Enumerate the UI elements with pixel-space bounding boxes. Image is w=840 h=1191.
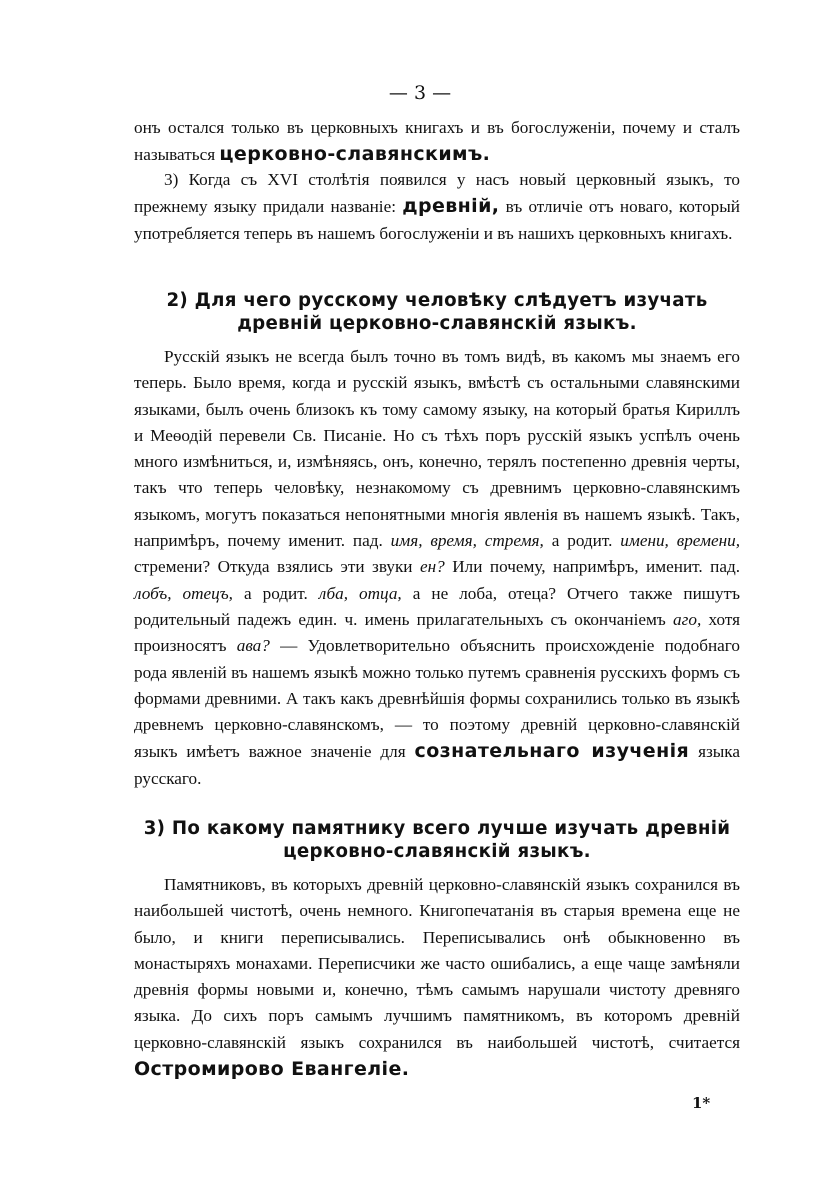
- s2-italic-4: лобъ, отецъ,: [134, 583, 233, 603]
- s2-italic-6: аго,: [673, 609, 702, 629]
- term-ancient: древній,: [402, 195, 500, 218]
- term-conscious-study: сознательнаго изученія: [414, 740, 690, 763]
- s2-text-5: а родит.: [243, 583, 308, 603]
- opening-text: онъ остался только въ церковныхъ книгахъ и въ богослуженіи, почему и сталъ называться: [134, 118, 740, 165]
- s2-text-3: стремени? Откуда взялись эти звуки: [134, 557, 413, 577]
- opening-paragraph: [134, 115, 740, 169]
- s2-italic-7: ава?: [236, 636, 270, 656]
- section-3-heading-line2: церковно-славянскій языкъ.: [283, 840, 591, 862]
- section-3-heading: [134, 818, 740, 863]
- p3-text-after: въ отличіе отъ новаго, который употребляется теперь въ нашемъ богослуженіи и въ нашихъ церковныхъ книгахъ.: [134, 197, 741, 243]
- term-church-slavonic: церковно-славянскимъ.: [219, 143, 491, 166]
- printer-signature: 1*: [692, 1094, 711, 1112]
- section-3-heading-line1: 3) По какому памятнику всего лучше изучать древній: [143, 818, 731, 839]
- page-number: — 3 —: [388, 82, 452, 104]
- term-ostromir-gospel: Остромирово Евангеліе.: [134, 1058, 410, 1081]
- section-3-paragraph: [134, 872, 740, 1083]
- s2-text-6: а не лоба, отеца? Отчего также пишутъ родительный падежъ един. ч. имень прилагательныхъ съ окончаніемъ: [134, 583, 741, 629]
- s2-text-8: — Удовлетворительно объяснить происхожденіе подобнаго рода явленій въ нашемъ языкѣ можно только путемъ сравненія русскихъ формъ съ формами древними. А такъ какъ древнѣйшія формы сохранились только въ языкѣ древнемъ церковно-славянскомъ, — то поэтому древній церковно-славянскій языкъ имѣетъ важное значеніе для: [134, 636, 741, 762]
- paragraph-3: [134, 167, 740, 247]
- p3-text-before: 3) Когда съ XVI столѣтія появился у насъ новый церковный языкъ, то прежнему языку придали названіе:: [134, 170, 740, 217]
- s2-text-7: хотя произносятъ: [134, 609, 741, 656]
- s3-text: Памятниковъ, въ которыхъ древній церковно-славянскій языкъ сохранился въ наибольшей чистотѣ, очень немного. Книгопечатанія въ старыя времена еще не было, и книги переписывались. Переписывались онѣ обыкновенно въ монастыряхъ монахами. Переписчики же часто ошибались, а еще чаще замѣняли древнія формы новыми и, конечно, тѣмъ самымъ нарушали чистоту древняго языка. До сихъ поръ самымъ лучшимъ памятникомъ, въ которомъ древній церковно-славянскій языкъ сохранился въ наибольшей чистотѣ, считается: [134, 875, 740, 1052]
- section-2-heading: [134, 290, 740, 335]
- section-2-heading-line1: 2) Для чего русскому человѣку слѣдуетъ изучать: [166, 290, 708, 311]
- s2-text-4: Или почему, напримѣръ, именит. пад.: [452, 557, 741, 577]
- s2-italic-1: имя, время, стремя,: [390, 531, 544, 551]
- s2-text-2: а родит.: [551, 531, 613, 551]
- section-2-paragraph: [134, 344, 740, 792]
- s2-italic-5: лба, отца,: [318, 583, 402, 603]
- s2-italic-2: имени, времени,: [620, 531, 740, 551]
- s2-text-9: языка русскаго.: [134, 742, 741, 788]
- s2-italic-3: ен?: [419, 557, 445, 577]
- s2-text-1: Русскій языкъ не всегда былъ точно въ томъ видѣ, въ какомъ мы знаемъ его теперь. Было время, когда и русскій языкъ, вмѣстѣ съ остальными славянскими языками, былъ очень близокъ къ тому самому языку, на который братья Кириллъ и Меѳодій перевели Св. Писаніе. Но съ тѣхъ поръ русскій языкъ успѣлъ очень много измѣниться, и, измѣняясь, онъ, конечно, терялъ постепенно древнія черты, такъ что теперь человѣку, незнакомому съ древнимъ церковно-славянскимъ языкомъ, могутъ показаться непонятными многія явленія въ нашемъ языкѣ. Такъ, напримѣръ, почему именит. пад.: [134, 347, 740, 551]
- section-2-heading-line2: древній церковно-славянскій языкъ.: [237, 312, 637, 334]
